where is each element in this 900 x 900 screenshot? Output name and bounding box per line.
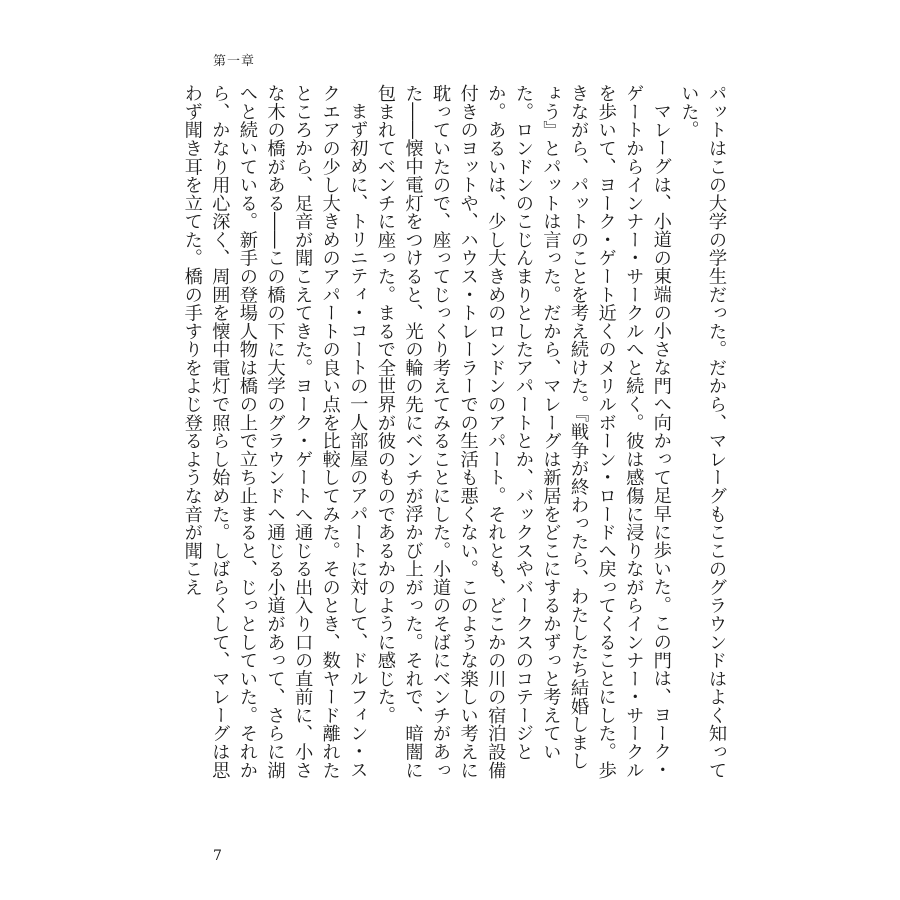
paragraph-2: マレーグは、小道の東端の小さな門へ向かって足早に歩いた。この門は、ヨーク・ゲートからインナー・サークルへと続く。彼は感傷に浸りながらインナー・サークルを歩いて、ヨーク・ゲート近くのメリルボーン・ロードへ戻ってくることにした。歩きながら、パットのことを考え続けた。『戦争が終わったら、わたしたち結婚しましょう』とパットは言った。だから、マレーグは新居をどこにするかずっと考えていた。ロンドンのこじんまりとしたアパートとか、バックスやバークスのコテージとか。あるいは、少し大きめのロンドンのアパート。それとも、どこかの川の宿泊設備付きのヨットや、ハウス・トレーラーでの生活も悪くない。このような楽しい考えに耽っていたので、座ってじっくり考えてみることにした。小道のそばにベンチがあった――懐中電灯をつけると、光の輪の先にベンチが浮かび上がった。それで、暗闇に包まれてベンチに座った。まるで全世界が彼のものであるかのように感じた。: [374, 84, 672, 780]
paragraph-3: まず初めに、トリニティ・コートの一人部屋のアパートに対して、ドルフィン・スクエアの少し大きめのアパートの良い点を比較してみた。そのとき、数ヤード離れたところから、足音が聞こえてきた。ヨーク・ゲートへ通じる出入り口の直前に、小さな木の橋がある――この橋の下に大学のグラウンドへ通じる小道があって、さらに湖へと続いている。新手の登場人物は橋の上で立ち止まると、じっとしていた。それから、かなり用心深く、周囲を懐中電灯で照らし始めた。しばらくして、マレーグは思わず聞き耳を立てた。橋の手すりをよじ登るような音が聞こえ: [181, 84, 369, 780]
paragraph-1: パットはこの大学の学生だった。だから、マレーグもここのグラウンドはよく知っていた。: [678, 84, 727, 780]
body-text: [181, 84, 730, 784]
page-number: 7: [213, 848, 222, 864]
running-head: 第一章: [213, 54, 256, 69]
